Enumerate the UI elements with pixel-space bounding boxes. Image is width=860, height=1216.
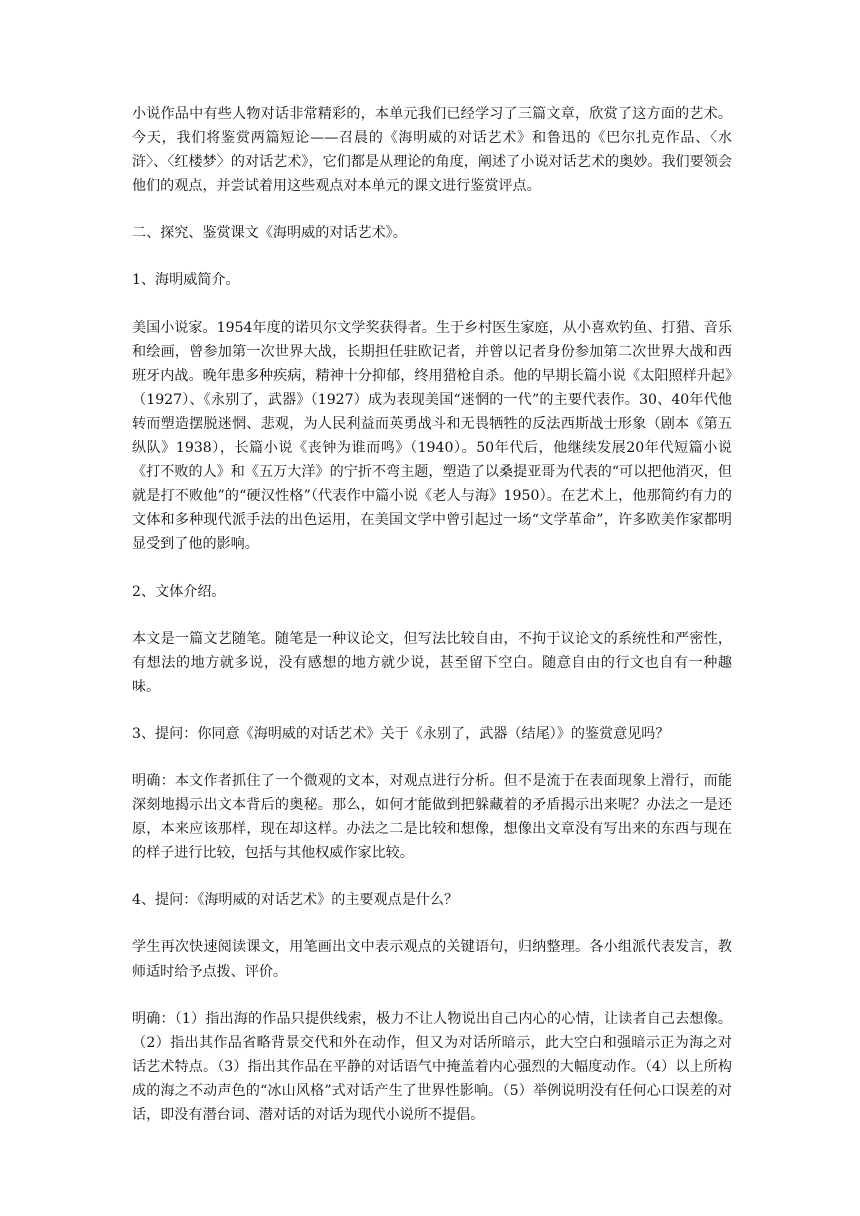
document-page	[132, 102, 732, 1150]
question-3: 3、提问：你同意《海明威的对话艺术》关于《永别了，武器（结尾）》的鉴赏意见吗？	[132, 725, 670, 742]
genre-paragraph: 本文是一篇文艺随笔。随笔是一种议论文，但写法比较自由，不拘于议论文的系统性和严密性，有想法的地方就多说，没有感想的地方就少说，甚至留下空白。随意自由的行文也自有一种趣味。	[132, 630, 732, 695]
question-4: 4、提问：《海明威的对话艺术》的主要观点是什么？	[132, 892, 459, 909]
subheading-hemingway-intro: 1、海明威简介。	[132, 272, 240, 289]
subheading-genre-intro: 2、文体介绍。	[132, 583, 226, 600]
student-activity-paragraph: 学生再次快速阅读课文，用笔画出文中表示观点的关键语句，归纳整理。各小组派代表发言，教师适时给予点拨、评价。	[132, 939, 732, 980]
section-heading-explore: 二、探究、鉴赏课文《海明威的对话艺术》。	[132, 225, 407, 242]
answer-4-paragraph: 明确：（1）指出海的作品只提供线索，极力不让人物说出自己内心的心情，让读者自己去想像。（2）指出其作品省略背景交代和外在动作，但又为对话所暗示，此大空白和强暗示正为海之对话艺术特点。（3）指出其作品在平静的对话语气中掩盖着内心强烈的大幅度动作。（4）以上所构成的海之不动声色的“冰山风格”式对话产生了世界性影响。（5）举例说明没有任何心口误差的对话，即没有潜台词、潜对话的对话为现代小说所不提倡。	[132, 1010, 732, 1123]
intro-paragraph: 小说作品中有些人物对话非常精彩的，本单元我们已经学习了三篇文章，欣赏了这方面的艺术。今天，我们将鉴赏两篇短论——召晨的《海明威的对话艺术》和鲁迅的《巴尔扎克作品、〈水浒〉、〈红楼梦〉的对话艺术》，它们都是从理论的角度，阐述了小说对话艺术的奥妙。我们要领会他们的观点，并尝试着用这些观点对本单元的课文进行鉴赏评点。	[132, 106, 732, 195]
hemingway-biography-paragraph: 美国小说家。1954年度的诺贝尔文学奖获得者。生于乡村医生家庭，从小喜欢钓鱼、打猎、音乐和绘画，曾参加第一次世界大战，长期担任驻欧记者，并曾以记者身份参加第二次世界大战和西班牙内战。晚年患多种疾病，精神十分抑郁，终用猎枪自杀。他的早期长篇小说《太阳照样升起》（1927）、《永别了，武器》（1927）成为表现美国“迷惘的一代”的主要代表作。30、40年代他转而塑造摆脱迷惘、悲观，为人民利益而英勇战斗和无畏牺牲的反法西斯战士形象（剧本《第五纵队》1938），长篇小说《丧钟为谁而鸣》（1940）。50年代后，他继续发展20年代短篇小说《打不败的人》和《五万大洋》的宁折不弯主题，塑造了以桑提亚哥为代表的“可以把他消灭，但就是打不败他”的“硬汉性格”（代表作中篇小说《老人与海》1950）。在艺术上，他那简约有力的文体和多种现代派手法的出色运用，在美国文学中曾引起过一场“文学革命”，许多欧美作家都明显受到了他的影响。	[132, 319, 732, 553]
answer-3-paragraph: 明确：本文作者抓住了一个微观的文本，对观点进行分析。但不是流于在表面现象上滑行，而能深刻地揭示出文本背后的奥秘。那么，如何才能做到把躲藏着的矛盾揭示出来呢？办法之一是还原，本来应该那样，现在却这样。办法之二是比较和想像，想像出文章没有写出来的东西与现在的样子进行比较，包括与其他权威作家比较。	[132, 772, 732, 862]
